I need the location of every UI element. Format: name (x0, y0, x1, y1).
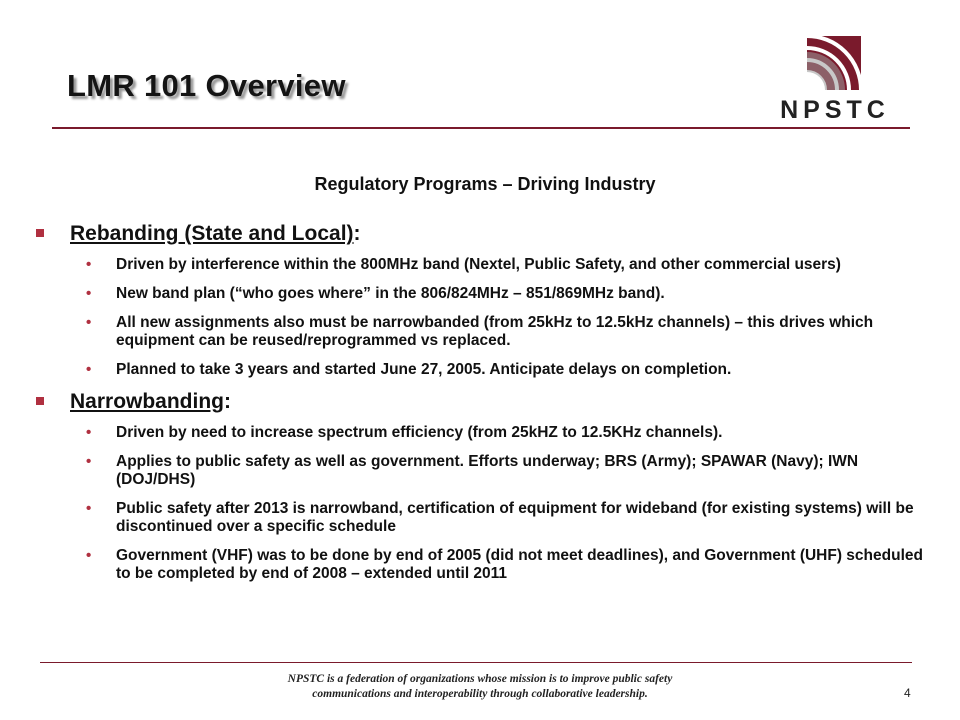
square-bullet-icon (36, 397, 44, 405)
section-heading-colon: : (353, 222, 361, 245)
list-item-text: New band plan (“who goes where” in the 806/824MHz – 851/869MHz band). (116, 285, 665, 302)
list-item-text: Driven by interference within the 800MHz band (Nextel, Public Safety, and other commercial users) (116, 256, 841, 273)
list-item (36, 547, 926, 583)
dot-bullet-icon: • (86, 314, 92, 331)
section-heading (36, 390, 926, 414)
section-heading-colon: : (224, 390, 232, 413)
dot-bullet-icon: • (86, 285, 92, 302)
title-divider (52, 127, 910, 129)
section-heading-text: Rebanding (State and Local) (70, 222, 354, 245)
section-heading-text: Narrowbanding (70, 390, 225, 413)
slide-title: LMR 101 Overview (67, 68, 346, 103)
bullet-list (36, 256, 926, 379)
dot-bullet-icon: • (86, 547, 92, 564)
dot-bullet-icon: • (86, 361, 92, 378)
list-item (36, 500, 926, 536)
list-item-text: Driven by need to increase spectrum efficiency (from 25kHZ to 12.5KHz channels). (116, 424, 723, 441)
list-item-text: All new assignments also must be narrowbanded (from 25kHz to 12.5kHz channels) – this drives which equipment can be reused/reprogrammed vs replaced. (116, 314, 874, 349)
section-heading (36, 222, 926, 246)
section-narrowbanding (36, 390, 926, 583)
dot-bullet-icon: • (86, 424, 92, 441)
npstc-logo (765, 30, 905, 126)
slide-subtitle: Regulatory Programs – Driving Industry (314, 174, 656, 194)
logo-arcs-icon (765, 30, 905, 96)
list-item (36, 314, 926, 350)
section-rebanding (36, 222, 926, 379)
footer-line: NPSTC is a federation of organizations whose mission is to improve public safety (287, 673, 673, 685)
list-item (36, 453, 926, 489)
list-item-text: Public safety after 2013 is narrowband, certification of equipment for wideband (for existing systems) will be discontinued over a specific schedule (116, 500, 914, 535)
logo-wordmark: NPSTC (780, 96, 890, 124)
dot-bullet-icon: • (86, 453, 92, 470)
list-item (36, 256, 926, 274)
footer-divider (40, 662, 912, 663)
page-number: 4 (904, 686, 911, 700)
dot-bullet-icon: • (86, 500, 92, 517)
list-item-text: Government (VHF) was to be done by end of 2005 (did not meet deadlines), and Government (UHF) scheduled to be completed by end of 2008 – extended until 2011 (116, 547, 923, 582)
footer-line: communications and interoperability through collaborative leadership. (312, 688, 648, 700)
footer-mission (140, 672, 820, 702)
bullet-list (36, 424, 926, 583)
dot-bullet-icon: • (86, 256, 92, 273)
list-item (36, 424, 926, 442)
list-item (36, 361, 926, 379)
list-item-text: Applies to public safety as well as government. Efforts underway; BRS (Army); SPAWAR (Navy); IWN (DOJ/DHS) (116, 453, 859, 488)
slide-content (36, 222, 926, 594)
square-bullet-icon (36, 229, 44, 237)
list-item-text: Planned to take 3 years and started June 27, 2005. Anticipate delays on completion. (116, 361, 732, 378)
list-item (36, 285, 926, 303)
